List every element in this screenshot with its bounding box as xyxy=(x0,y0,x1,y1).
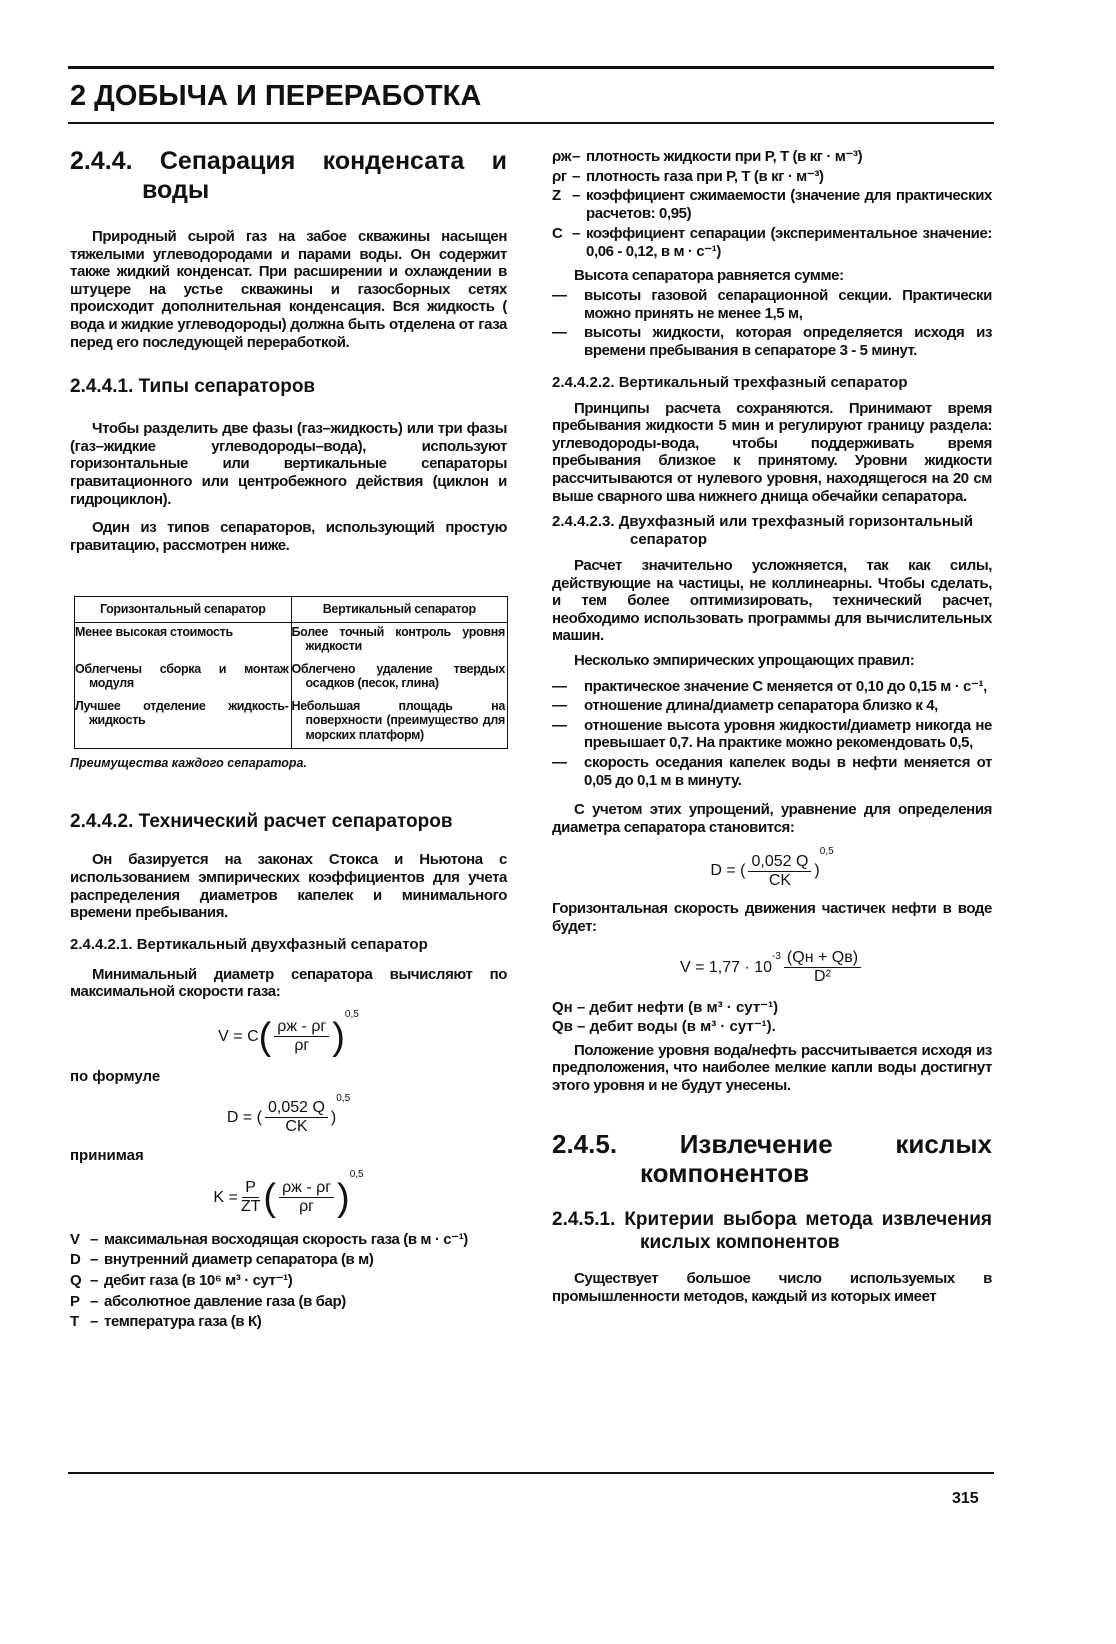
symbol: ρг xyxy=(552,167,567,185)
table-header: Вертикальный сепаратор xyxy=(291,597,508,623)
list-item-text: отношение длина/диаметр сепаратора близко к 4, xyxy=(584,697,938,715)
text: по формуле xyxy=(70,1067,161,1085)
heading-2-4-5: 2.4.5. Извлечение кислых компонентов xyxy=(552,1129,992,1189)
table-cell: Лучшее отделение жидкость-жидкость xyxy=(75,697,292,749)
list-item: — практическое значение C меняется от 0,10 до 0,15 м · с⁻¹, xyxy=(552,678,992,696)
definition-item: T – температура газа (в К) xyxy=(70,1313,507,1331)
paragraph: Положение уровня вода/нефть рассчитывается исходя из предположения, что наиболее мелкие капли воды достигнут этого уровня и не будут унесены. xyxy=(552,1041,992,1094)
denominator: ρг xyxy=(299,1198,315,1216)
formula-part: V = C xyxy=(218,1027,259,1045)
list-item-text: высоты жидкости, которая определяется исходя из времени пребывания в сепараторе 3 - 5 минут. xyxy=(584,324,992,359)
table-cell: Более точный контроль уровня жидкости xyxy=(291,622,508,660)
formula-part: D = ( xyxy=(710,862,746,880)
formula-diameter xyxy=(552,846,992,896)
paragraph: Принципы расчета сохраняются. Принимают время пребывания жидкости 5 мин и регулируют границу раздела: углеводороды-вода, чтобы поддерживать время пребывания близкое к принятому. Уровни жидкости рассчитываются от нулевого уровня, находящегося на 20 см выше сварного шва нижнего днища обечайки сепаратора. xyxy=(552,399,992,505)
definition-item: ρг – плотность газа при P, T (в кг · м⁻³) xyxy=(552,168,992,186)
top-rule xyxy=(68,66,994,69)
list-item-text: высоты газовой сепарационной секции. Практически можно принять не менее 1,5 м, xyxy=(584,287,992,322)
list-item: — скорость оседания капелек воды в нефти меняется от 0,05 до 0,1 м в минуту. xyxy=(552,754,992,789)
page-number: 315 xyxy=(952,1490,979,1507)
formula-part: K = xyxy=(213,1188,238,1206)
formula-velocity: V = C ( $\frac{\rho ж - \rho г}{\rho г}$ ) $^{0,5}$ xyxy=(218,1008,359,1058)
denominator: CK xyxy=(285,1118,308,1136)
list-item: — высоты жидкости, которая определяется исходя из времени пребывания в сепараторе 3 - 5 минут. xyxy=(552,324,992,359)
comparison-table xyxy=(74,596,508,749)
table-row xyxy=(75,660,508,697)
definition-item: Q – дебит газа (в 10⁶ м³ · сут⁻¹) xyxy=(70,1272,507,1290)
table-cell: Менее высокая стоимость xyxy=(75,622,292,660)
paragraph: Высота сепаратора равняется сумме: xyxy=(574,266,844,284)
table-caption: Преимущества каждого сепаратора. xyxy=(70,756,307,771)
definition-text: плотность газа при P, T (в кг · м⁻³) xyxy=(586,167,824,185)
right-column xyxy=(552,148,992,1306)
footer-rule xyxy=(68,1472,994,1474)
paragraph: Существует большое число используемых в промышленности методов, каждый из которых имеет xyxy=(552,1270,992,1305)
symbol: C xyxy=(552,225,563,243)
left-column xyxy=(70,147,507,1331)
symbol: Q xyxy=(70,1272,82,1290)
header-rule xyxy=(68,122,994,124)
paragraph: С учетом этих упрощений, уравнение для определения диаметра сепаратора становится: xyxy=(552,801,992,836)
formula-part: D = ( xyxy=(226,1108,262,1126)
exponent: -3 xyxy=(772,950,781,962)
table-cell: Облегчено удаление твердых осадков (песок, глина) xyxy=(291,660,508,697)
definition-item: Qв – дебит воды (в м³ · сут⁻¹). xyxy=(552,1017,776,1035)
symbol: Qв xyxy=(552,1017,573,1035)
numerator: 0,052 Q xyxy=(265,1099,328,1118)
exponent: 0,5 xyxy=(819,846,834,858)
symbol: D xyxy=(70,1251,81,1269)
numerator: ρж - ρг xyxy=(274,1018,329,1037)
formula-k: K = $\frac{P}{ZT}$ ( $\frac{\rho ж - \rho г}{\rho г}$ ) $^{0,5}$ xyxy=(213,1168,364,1219)
definition-text: коэффициент сжимаемости (значение для практических расчетов: 0,95) xyxy=(586,187,992,222)
definition-item: ρж – плотность жидкости при P, T (в кг · м⁻³) xyxy=(552,148,992,166)
definition-text: дебит нефти (в м³ · сут⁻¹) xyxy=(589,998,779,1016)
text: принимая xyxy=(70,1146,144,1164)
denominator: D² xyxy=(814,968,831,986)
formula-part: ) xyxy=(330,1108,337,1126)
heading-2-4-4: 2.4.4. Сепарация конденсата и воды xyxy=(70,147,507,204)
definitions-list xyxy=(552,148,992,261)
exponent: 0,5 xyxy=(344,1008,359,1020)
symbol: P xyxy=(70,1292,80,1310)
definition-text: дебит газа (в 10⁶ м³ · сут⁻¹) xyxy=(104,1272,293,1290)
table-cell: Облегчены сборка и монтаж модуля xyxy=(75,660,292,697)
definition-item: D – внутренний диаметр сепаратора (в м) xyxy=(70,1251,507,1269)
table-row xyxy=(75,622,508,660)
definition-text: коэффициент сепарации (экспериментальное значение: 0,06 - 0,12, в м · с⁻¹) xyxy=(586,225,992,260)
list-item-text: практическое значение C меняется от 0,10 до 0,15 м · с⁻¹, xyxy=(584,677,987,695)
definition-item: Qн – дебит нефти (в м³ · сут⁻¹) xyxy=(552,998,779,1016)
definition-item: P – абсолютное давление газа (в бар) xyxy=(70,1293,507,1311)
heading-2-4-5-1: 2.4.5.1. Критерии выбора метода извлечения кислых компонентов xyxy=(552,1209,992,1254)
definition-text: дебит воды (в м³ · сут⁻¹). xyxy=(589,1017,776,1035)
symbol: Z xyxy=(552,187,561,205)
definition-text: максимальная восходящая скорость газа (в м · с⁻¹) xyxy=(104,1230,468,1248)
definition-text: абсолютное давление газа (в бар) xyxy=(104,1292,346,1310)
heading-2-4-4-2-1: 2.4.4.2.1. Вертикальный двухфазный сепаратор xyxy=(70,935,428,953)
denominator: ZT xyxy=(240,1198,261,1216)
list-item: — отношение высота уровня жидкости/диаметр никогда не превышает 0,7. На практике можно рекомендовать 0,5, xyxy=(552,716,992,752)
bullet-list xyxy=(552,287,992,359)
bullet-list xyxy=(552,678,992,790)
formula-part: V = 1,77 · 10 xyxy=(679,958,773,976)
paragraph: Расчет значительно усложняется, так как силы, действующие на частицы, не коллинеарны. Чтобы сделать, и тем более оптимизировать, технический расчет, необходимо использовать программы для вычислительных машин. xyxy=(552,557,992,645)
symbol: ρж xyxy=(552,148,572,165)
list-item: — высоты газовой сепарационной секции. Практически можно принять не менее 1,5 м, xyxy=(552,287,992,322)
definition-text: плотность жидкости при P, T (в кг · м⁻³) xyxy=(586,148,863,165)
paragraph: Горизонтальная скорость движения частичек нефти в воде будет: xyxy=(552,900,992,935)
list-item-text: отношение высота уровня жидкости/диаметр никогда не превышает 0,7. На практике можно рекомендовать 0,5, xyxy=(584,716,992,752)
table-header: Горизонтальный сепаратор xyxy=(75,597,292,623)
denominator: CK xyxy=(768,871,792,889)
formula-part: ) xyxy=(814,862,820,880)
denominator: ρг xyxy=(294,1037,310,1055)
heading-2-4-4-2-2: 2.4.4.2.2. Вертикальный трехфазный сепаратор xyxy=(552,373,908,391)
heading-2-4-4-2: 2.4.4.2. Технический расчет сепараторов xyxy=(70,811,453,833)
definition-item: C – коэффициент сепарации (экспериментальное значение: 0,06 - 0,12, в м · с⁻¹) xyxy=(552,225,992,260)
definition-item: V – максимальная восходящая скорость газа (в м · с⁻¹) xyxy=(70,1231,507,1249)
symbol: Qн xyxy=(552,998,573,1016)
paragraph: Несколько эмпирических упрощающих правил: xyxy=(574,652,915,670)
list-item: — отношение длина/диаметр сепаратора близко к 4, xyxy=(552,697,992,715)
numerator: P xyxy=(242,1179,259,1198)
exponent: 0,5 xyxy=(349,1168,364,1180)
paragraph: Минимальный диаметр сепаратора вычисляют по максимальной скорости газа: xyxy=(70,965,507,1001)
list-item-text: скорость оседания капелек воды в нефти меняется от 0,05 до 0,1 м в минуту. xyxy=(584,754,992,789)
formula-diameter xyxy=(70,1093,507,1143)
definitions-list xyxy=(70,1231,507,1331)
numerator: (Qн + Qв) xyxy=(784,949,861,968)
table-cell: Небольшая площадь на поверхности (преимущество для морских платформ) xyxy=(291,697,508,749)
symbol: V xyxy=(70,1230,80,1248)
exponent: 0,5 xyxy=(336,1092,351,1104)
paragraph: Он базируется на законах Стокса и Ньютона с использованием эмпирических коэффициентов для учета распределения диаметров капелек и минимального времени пребывания. xyxy=(70,851,507,922)
heading-2-4-4-1: 2.4.4.1. Типы сепараторов xyxy=(70,376,316,398)
definition-item: Z – коэффициент сжимаемости (значение для практических расчетов: 0,95) xyxy=(552,187,992,222)
definition-text: температура газа (в К) xyxy=(104,1313,262,1331)
paragraph: Чтобы разделить две фазы (газ–жидкость) или три фазы (газ–жидкие углеводороды–вода), используют горизонтальные или вертикальные сепараторы гравитационного или центробежного действия (циклон и гидроциклон). xyxy=(70,420,507,508)
paragraph: Один из типов сепараторов, использующий простую гравитацию, рассмотрен ниже. xyxy=(70,519,507,554)
chapter-header: 2 ДОБЫЧА И ПЕРЕРАБОТКА xyxy=(70,80,482,112)
table-row xyxy=(75,697,508,749)
definitions-list xyxy=(552,998,992,1036)
symbol: T xyxy=(70,1313,79,1331)
formula-horizontal-velocity xyxy=(552,941,992,995)
definition-text: внутренний диаметр сепаратора (в м) xyxy=(104,1251,374,1269)
numerator: ρж - ρг xyxy=(279,1179,334,1198)
heading-2-4-4-2-3: 2.4.4.2.3. Двухфазный или трехфазный горизонтальный сепаратор xyxy=(552,513,974,549)
paragraph: Природный сырой газ на забое скважины насыщен тяжелыми углеводородами и парами воды. Он содержит также жидкий конденсат. При расширении и охлаждении в штуцере на устье скважины и газосборных сетях происходит дополнительная конденсация. Вся жидкость ( вода и жидкие углеводороды) должна быть отделена от газа перед его последующей переработкой. xyxy=(70,228,507,351)
numerator: 0,052 Q xyxy=(748,853,811,872)
